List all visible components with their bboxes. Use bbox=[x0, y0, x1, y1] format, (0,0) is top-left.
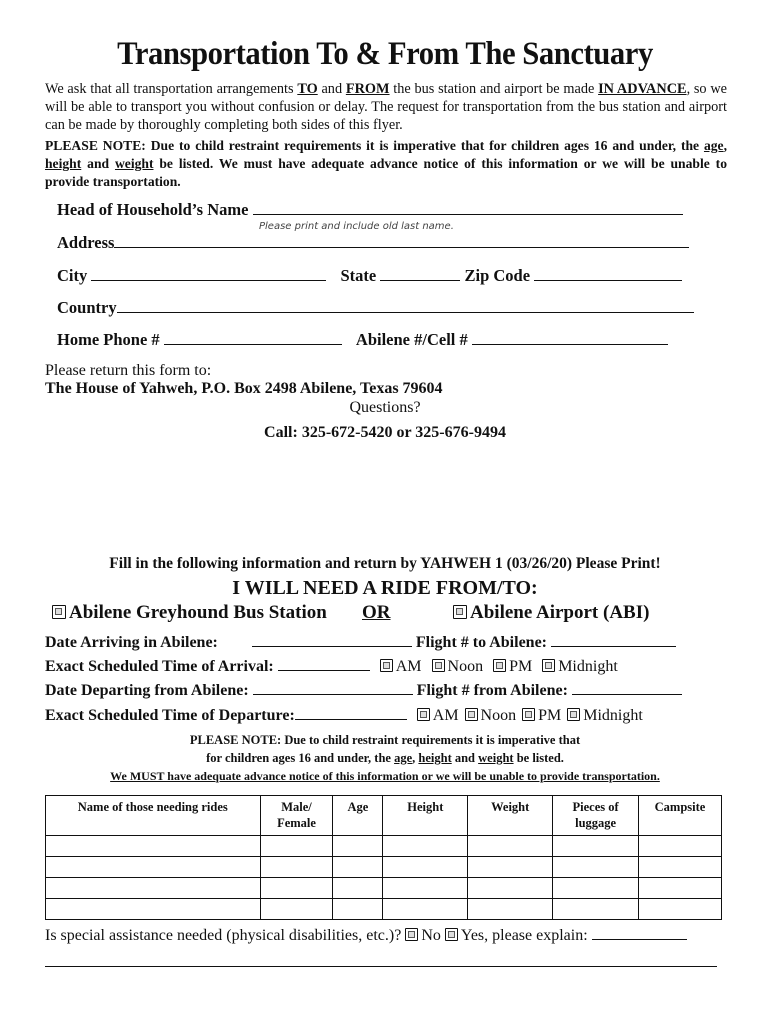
assistance-explain-line[interactable] bbox=[45, 956, 717, 967]
zip-label: Zip Code bbox=[464, 266, 531, 285]
time-arrival-row bbox=[45, 656, 618, 676]
departure-noon-option bbox=[465, 707, 517, 724]
restraint-note-line2 bbox=[0, 751, 770, 766]
time-arrival-field[interactable] bbox=[278, 656, 370, 671]
country-label: Country bbox=[57, 298, 117, 317]
table-cell[interactable] bbox=[639, 899, 722, 920]
note-text: , bbox=[723, 138, 727, 153]
assistance-question: Is special assistance needed (physical disabilities, etc.)? bbox=[45, 927, 402, 944]
intro-text: the bus station and airport be made bbox=[389, 81, 599, 97]
home-phone-label: Home Phone # bbox=[57, 330, 160, 349]
assistance-yes-checkbox[interactable] bbox=[445, 928, 458, 941]
table-cell[interactable] bbox=[553, 878, 639, 899]
note-text: for children ages 16 and under, the bbox=[206, 751, 395, 765]
note-text: PLEASE NOTE: Due to child restraint requirements it is imperative that for children ages 16 and under, the bbox=[45, 138, 704, 153]
country-field[interactable] bbox=[117, 298, 694, 313]
note-text: be listed. We must have adequate advance notice of this information or we will be unable to provide transportation. bbox=[45, 156, 727, 189]
arrival-pm-option bbox=[493, 658, 532, 675]
table-cell[interactable] bbox=[46, 899, 261, 920]
note-text: and bbox=[81, 156, 115, 171]
arrival-am-checkbox[interactable] bbox=[380, 659, 393, 672]
departure-midnight-option bbox=[567, 707, 643, 724]
table-cell[interactable] bbox=[333, 899, 383, 920]
date-departing-label: Date Departing from Abilene: bbox=[45, 682, 249, 699]
header-campsite: Campsite bbox=[639, 796, 722, 836]
note-text: , bbox=[412, 751, 419, 765]
flight-to-field[interactable] bbox=[551, 632, 676, 647]
table-cell[interactable] bbox=[333, 836, 383, 857]
table-cell[interactable] bbox=[260, 836, 333, 857]
table-cell[interactable] bbox=[468, 878, 553, 899]
table-cell[interactable] bbox=[639, 836, 722, 857]
arrival-pm-checkbox[interactable] bbox=[493, 659, 506, 672]
table-cell[interactable] bbox=[639, 878, 722, 899]
city-state-zip-row bbox=[57, 266, 682, 286]
arrival-midnight-option bbox=[542, 658, 618, 675]
city-label: City bbox=[57, 266, 88, 285]
table-header-row bbox=[46, 796, 722, 836]
note-text: be listed. bbox=[513, 751, 564, 765]
bus-station-checkbox[interactable] bbox=[52, 605, 66, 619]
am-label: AM bbox=[395, 658, 422, 675]
bus-station-label: Abilene Greyhound Bus Station bbox=[69, 602, 327, 623]
table-cell[interactable] bbox=[639, 857, 722, 878]
header-weight: Weight bbox=[468, 796, 553, 836]
table-cell[interactable] bbox=[333, 857, 383, 878]
state-field[interactable] bbox=[380, 266, 460, 281]
table-cell[interactable] bbox=[383, 899, 468, 920]
note-weight: weight bbox=[478, 751, 514, 765]
questions-label: Questions? bbox=[349, 399, 421, 416]
intro-in-advance: IN ADVANCE bbox=[598, 81, 687, 97]
please-note-paragraph bbox=[45, 137, 727, 191]
restraint-note-line1: PLEASE NOTE: Due to child restraint requirements it is imperative that bbox=[189, 733, 581, 747]
or-label: OR bbox=[362, 602, 391, 623]
arrival-noon-checkbox[interactable] bbox=[432, 659, 445, 672]
head-of-household-label: Head of Household’s Name bbox=[57, 200, 249, 219]
address-row bbox=[57, 233, 689, 253]
note-age: age bbox=[394, 751, 413, 765]
date-departing-field[interactable] bbox=[253, 680, 413, 695]
departure-pm-option bbox=[522, 707, 561, 724]
date-arriving-label: Date Arriving in Abilene: bbox=[45, 634, 218, 651]
page-title: Transportation To & From The Sanctuary bbox=[117, 36, 653, 72]
date-arriving-field[interactable] bbox=[252, 632, 412, 647]
table-cell[interactable] bbox=[468, 857, 553, 878]
pm-label: PM bbox=[538, 707, 562, 724]
ride-heading: I WILL NEED A RIDE FROM/TO: bbox=[232, 577, 538, 599]
head-of-household-row bbox=[57, 200, 683, 220]
table-row bbox=[46, 878, 722, 899]
intro-text: We ask that all transportation arrangements bbox=[45, 81, 298, 97]
flight-to-label: Flight # to Abilene: bbox=[415, 634, 547, 651]
flight-from-label: Flight # from Abilene: bbox=[416, 682, 568, 699]
table-cell[interactable] bbox=[553, 836, 639, 857]
departure-pm-checkbox[interactable] bbox=[522, 708, 535, 721]
time-arrival-label: Exact Scheduled Time of Arrival: bbox=[45, 658, 274, 675]
table-row bbox=[46, 836, 722, 857]
table-cell[interactable] bbox=[553, 899, 639, 920]
time-departure-field[interactable] bbox=[295, 705, 407, 720]
table-cell[interactable] bbox=[383, 836, 468, 857]
table-cell[interactable] bbox=[333, 878, 383, 899]
arrival-am-option bbox=[380, 658, 422, 675]
intro-to: TO bbox=[297, 81, 318, 97]
airport-option bbox=[453, 602, 649, 624]
header-gender: Male/ Female bbox=[260, 796, 333, 836]
table-cell[interactable] bbox=[383, 857, 468, 878]
airport-label: Abilene Airport (ABI) bbox=[470, 602, 650, 623]
note-height: height bbox=[418, 751, 452, 765]
departure-am-option bbox=[417, 707, 459, 724]
call-numbers: Call: 325-672-5420 or 325-676-9494 bbox=[264, 424, 506, 441]
departure-midnight-checkbox[interactable] bbox=[567, 708, 580, 721]
state-label: State bbox=[340, 266, 377, 285]
table-cell[interactable] bbox=[46, 878, 261, 899]
airport-checkbox[interactable] bbox=[453, 605, 467, 619]
intro-from: FROM bbox=[345, 81, 390, 97]
note-weight: weight bbox=[114, 156, 154, 171]
return-address: The House of Yahweh, P.O. Box 2498 Abilene, Texas 79604 bbox=[45, 380, 443, 397]
date-departing-row bbox=[45, 680, 682, 700]
time-departure-label: Exact Scheduled Time of Departure: bbox=[45, 707, 295, 724]
note-age: age bbox=[703, 138, 724, 153]
assistance-no-checkbox[interactable] bbox=[405, 928, 418, 941]
assistance-yes-label: Yes, please explain: bbox=[460, 927, 588, 944]
table-row bbox=[46, 857, 722, 878]
note-height: height bbox=[45, 156, 82, 171]
header-luggage: Pieces of luggage bbox=[553, 796, 639, 836]
head-of-household-field[interactable] bbox=[253, 200, 683, 215]
riders-table bbox=[45, 795, 722, 920]
noon-label: Noon bbox=[480, 707, 517, 724]
table-cell[interactable] bbox=[468, 836, 553, 857]
country-row bbox=[57, 298, 694, 318]
restraint-note-line3: We MUST have adequate advance notice of this information or we will be unable to provide transportation. bbox=[110, 769, 660, 783]
arrival-midnight-checkbox[interactable] bbox=[542, 659, 555, 672]
phone-row bbox=[57, 330, 668, 350]
table-cell[interactable] bbox=[260, 899, 333, 920]
intro-paragraph bbox=[45, 80, 727, 134]
header-age: Age bbox=[333, 796, 383, 836]
table-cell[interactable] bbox=[260, 857, 333, 878]
home-phone-field[interactable] bbox=[164, 330, 342, 345]
arrival-noon-option bbox=[432, 658, 484, 675]
flight-from-field[interactable] bbox=[572, 680, 682, 695]
assistance-explain-field[interactable] bbox=[592, 925, 687, 940]
fill-in-instructions: Fill in the following information and return by YAHWEH 1 (03/26/20) Please Print! bbox=[109, 555, 661, 572]
departure-noon-checkbox[interactable] bbox=[465, 708, 478, 721]
midnight-label: Midnight bbox=[558, 658, 618, 675]
table-cell[interactable] bbox=[46, 857, 261, 878]
header-height: Height bbox=[383, 796, 468, 836]
header-name: Name of those needing rides bbox=[46, 796, 261, 836]
date-arriving-row bbox=[45, 632, 676, 652]
time-departure-row bbox=[45, 705, 643, 725]
city-field[interactable] bbox=[91, 266, 326, 281]
midnight-label: Midnight bbox=[583, 707, 643, 724]
return-prompt: Please return this form to: bbox=[45, 362, 212, 379]
note-text: and bbox=[451, 751, 479, 765]
table-cell[interactable] bbox=[468, 899, 553, 920]
name-hint: Please print and include old last name. bbox=[259, 221, 454, 232]
zip-field[interactable] bbox=[534, 266, 682, 281]
bus-station-option bbox=[52, 602, 327, 624]
noon-label: Noon bbox=[447, 658, 484, 675]
table-cell[interactable] bbox=[260, 878, 333, 899]
table-row bbox=[46, 899, 722, 920]
table-cell[interactable] bbox=[46, 836, 261, 857]
pm-label: PM bbox=[509, 658, 533, 675]
assistance-no-label: No bbox=[421, 927, 441, 944]
cell-field[interactable] bbox=[472, 330, 668, 345]
table-cell[interactable] bbox=[553, 857, 639, 878]
cell-label: Abilene #/Cell # bbox=[355, 330, 468, 349]
am-label: AM bbox=[432, 707, 459, 724]
table-cell[interactable] bbox=[383, 878, 468, 899]
departure-am-checkbox[interactable] bbox=[417, 708, 430, 721]
address-label: Address bbox=[57, 233, 115, 252]
address-field[interactable] bbox=[114, 233, 689, 248]
assistance-row bbox=[45, 925, 687, 945]
intro-text: , so we will be able to transport you without confusion or delay. The request for transportation from the bus station and airport can be made by thoroughly completing both sides of this flyer. bbox=[45, 81, 727, 133]
intro-text: and bbox=[317, 81, 346, 97]
